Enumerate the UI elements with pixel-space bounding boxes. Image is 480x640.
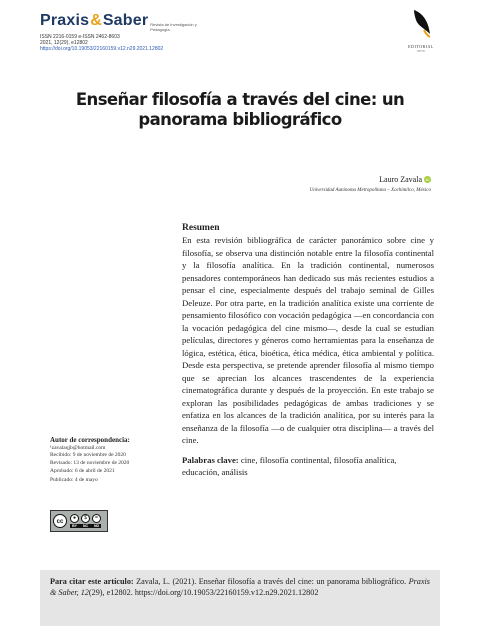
- correspondence-email[interactable]: ¹zavalaqjb@hotmail.com: [50, 445, 106, 451]
- noderivatives-icon: =: [92, 514, 101, 523]
- article-title: Enseñar filosofía a través del cine: un panorama bibliográfico: [75, 90, 405, 129]
- journal-ampersand: &: [90, 12, 102, 29]
- citation-start: Zavala, L. (2021). Enseñar filosofía a través del cine: un panorama bibliográfico.: [133, 577, 409, 586]
- article-dates: [50, 451, 170, 484]
- cc-icon: cc: [53, 514, 67, 528]
- doi-link[interactable]: https://doi.org/10.19053/22160159.v12.n29.2021.12802: [40, 46, 164, 52]
- publisher-name: EDITORIAL: [408, 44, 434, 49]
- abstract-heading: Resumen: [182, 223, 220, 233]
- publisher-sub: UPTC: [416, 49, 426, 53]
- author-affiliation: Universidad Autónoma Metropolitana – Xochimilco, México: [309, 188, 431, 193]
- author-block: [310, 169, 431, 193]
- issn-line: ISSN 2216-0159 e-ISSN 2462-8603: [40, 34, 120, 40]
- feather-icon: [410, 8, 432, 38]
- journal-logo: [40, 12, 210, 36]
- by-label: BY: [72, 524, 77, 528]
- citation-journal: Praxis & Saber, 12: [50, 577, 430, 597]
- nd-label: ND: [93, 524, 100, 528]
- citation-text: [50, 577, 430, 598]
- revised-date: Revisado: 13 de noviembre de 2020: [50, 460, 130, 467]
- keywords: [182, 454, 434, 479]
- publisher-logo: [406, 8, 436, 52]
- cc-license-badge[interactable]: [50, 510, 108, 532]
- journal-subtitle: Revista de Investigación y Pedagogía: [150, 22, 197, 32]
- author-line: [379, 175, 431, 184]
- published-date: Publicado: 4 de mayo: [50, 476, 98, 483]
- approved-date: Aprobado: 6 de abril de 2021: [50, 468, 115, 475]
- journal-header: [40, 12, 440, 82]
- attribution-icon: ●: [70, 514, 79, 523]
- received-date: Recibido: 9 de noviembre de 2020: [50, 452, 126, 458]
- noncommercial-icon: $: [81, 514, 90, 523]
- abstract-body: En esta revisión bibliográfica de carácter panorámico sobre cine y filosofía, se observa una distinción notable entre la filosofía continental y la filosofía analítica. En la tradición continental, numerosos pensadores contemporáneos han dedicado sus más recientes estudios a pensar el cine, especialmente después del trabajo seminal de Gilles Deleuze. Por otra parte, en la tradición analítica existe una corriente de pensamiento filosófico con vocación pedagógica —en concordancia con la vocación pedagógica del cine mismo—, desde la cual se estudian películas, directores y géneros como herramientas para la enseñanza de lógica, estética, ética, bioética, ética médica, ética ambiental y política. Desde esta perspectiva, se pretende aprender filosofía al mismo tiempo que se aprecian los alcances trascendentes de la experiencia cinematográfica durante y después de la proyección. En este trabajo se exploran las posibilidades pedagógicas de ambas tradiciones y se enfatiza en los alcances de la tradición analítica, por su interés para la enseñanza de la filosofía —o de cualquier otra disciplina— a través del cine.: [182, 235, 434, 445]
- citation-label: Para citar este artículo:: [50, 577, 134, 586]
- keywords-label: Palabras clave:: [182, 454, 239, 465]
- citation-box: [40, 570, 440, 626]
- correspondence-block: [50, 436, 170, 484]
- journal-name-left: Praxis: [40, 12, 90, 29]
- correspondence-heading: Autor de correspondencia:: [50, 436, 130, 444]
- abstract-section: [182, 223, 434, 479]
- orcid-icon[interactable]: iD: [425, 177, 430, 182]
- author-name: Lauro Zavala: [379, 175, 422, 184]
- journal-meta: [40, 34, 163, 52]
- keywords-list: cine, filosofía continental, filosofía analítica, educación, análisis: [182, 454, 397, 477]
- journal-name-right: Saber: [102, 12, 149, 29]
- citation-end: (29), e12802. https://doi.org/10.19053/22160159.v12.n29.2021.12802: [88, 587, 319, 597]
- volume-line: 2021, 12(29), e12802: [40, 40, 88, 46]
- nc-label: NC: [82, 524, 89, 528]
